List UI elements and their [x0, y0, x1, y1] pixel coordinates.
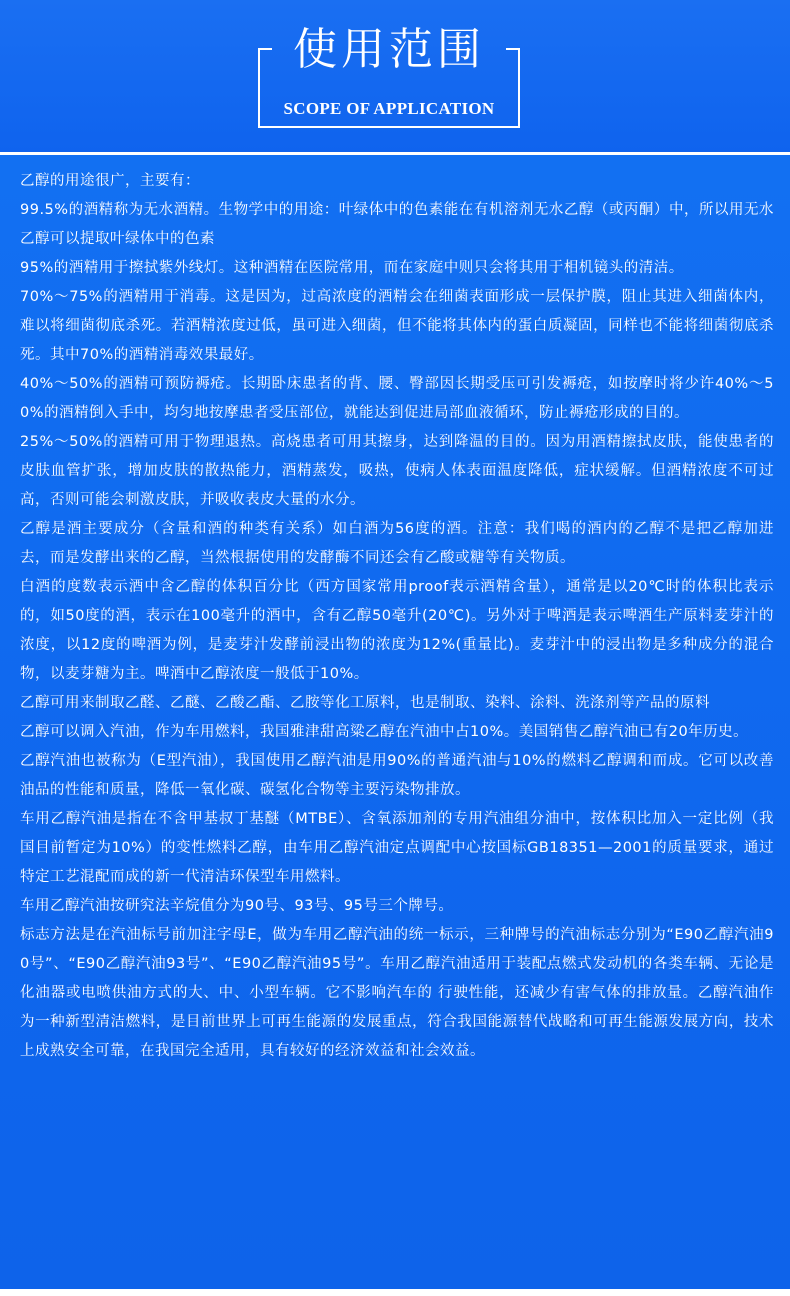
paragraph-vehicle-ethanol: 车用乙醇汽油是指在不含甲基叔丁基醚（MTBE）、含氧添加剂的专用汽油组分油中，按体积比加入一定比例（我国目前暂定为10%）的变性燃料乙醇，由车用乙醇汽油定点调配中心按国标GB18351—2001的质量要求，通过特定工艺混配而成的新一代清洁环保型车用燃料。 — [20, 811, 774, 885]
section-subtitle: SCOPE OF APPLICATION — [283, 99, 495, 118]
paragraph-95: 95%的酒精用于擦拭紫外线灯。这种酒精在医院常用，而在家庭中则只会将其用于相机镜头的清洁。 — [20, 260, 684, 276]
paragraph-intro: 乙醇的用途很广，主要有： — [20, 173, 200, 189]
paragraph-99-5: 99.5%的酒精称为无水酒精。生物学中的用途：叶绿体中的色素能在有机溶剂无水乙醇（或丙酮）中，所以用无水乙醇可以提取叶绿体中的色素 — [20, 202, 774, 247]
paragraph-labeling: 标志方法是在汽油标号前加注字母E，做为车用乙醇汽油的统一标示，三种牌号的汽油标志分别为“E90乙醇汽油90号”、“E90乙醇汽油93号”、“E90乙醇汽油95号”。车用乙醇汽油适用于装配点燃式发动机的各类车辆、无论是化油器或电喷供油方式的大、中、小型车辆。它不影响汽车的 行驶性能，还减少有害气体的排放量。乙醇汽油作为一种新型清洁燃料，是目前世界上可再生能源的发展重点，符合我国能源替代战略和可再生能源发展方向，技术上成熟安全可靠，在我国完全适用，具有较好的经济效益和社会效益。 — [20, 927, 774, 1059]
paragraph-grades: 车用乙醇汽油按研究法辛烷值分为90号、93号、95号三个牌号。 — [20, 898, 454, 914]
content-panel — [0, 155, 790, 1289]
paragraph-e-gasoline: 乙醇汽油也被称为（E型汽油），我国使用乙醇汽油是用90%的普通汽油与10%的燃料乙醇调和而成。它可以改善油品的性能和质量，降低一氧化碳、碳氢化合物等主要污染物排放。 — [20, 753, 774, 798]
paragraph-degree: 白酒的度数表示酒中含乙醇的体积百分比（西方国家常用proof表示酒精含量），通常是以20℃时的体积比表示的，如50度的酒，表示在100毫升的酒中，含有乙醇50毫升(20℃)。另外对于啤酒是表示啤酒生产原料麦芽汁的浓度，以12度的啤酒为例，是麦芽汁发酵前浸出物的浓度为12%(重量比)。麦芽汁中的浸出物是多种成分的混合物，以麦芽糖为主。啤酒中乙醇浓度一般低于10%。 — [20, 579, 774, 682]
section-title: 使用范围 — [293, 24, 485, 75]
paragraph-wine: 乙醇是酒主要成分（含量和酒的种类有关系）如白酒为56度的酒。注意：我们喝的酒内的乙醇不是把乙醇加进去，而是发酵出来的乙醇，当然根据使用的发酵酶不同还会有乙酸或糖等有关物质。 — [20, 521, 774, 566]
paragraph-fuel: 乙醇可以调入汽油，作为车用燃料，我国雅津甜高粱乙醇在汽油中占10%。美国销售乙醇汽油已有20年历史。 — [20, 724, 749, 740]
paragraph-chemical: 乙醇可用来制取乙醛、乙醚、乙酸乙酯、乙胺等化工原料，也是制取、染料、涂料、洗涤剂等产品的原料 — [20, 695, 710, 711]
paragraph-25-50: 25%～50%的酒精可用于物理退热。高烧患者可用其擦身，达到降温的目的。因为用酒精擦拭皮肤，能使患者的皮肤血管扩张，增加皮肤的散热能力，酒精蒸发，吸热，使病人体表面温度降低，症状缓解。但酒精浓度不可过高，否则可能会刺激皮肤，并吸收表皮大量的水分。 — [20, 434, 774, 508]
paragraph-40-50: 40%～50%的酒精可预防褥疮。长期卧床患者的背、腰、臀部因长期受压可引发褥疮，如按摩时将少许40%～50%的酒精倒入手中，均匀地按摩患者受压部位，就能达到促进局部血液循环，防止褥疮形成的目的。 — [20, 376, 774, 421]
section-header — [0, 0, 790, 152]
paragraph-70-75: 70%～75%的酒精用于消毒。这是因为，过高浓度的酒精会在细菌表面形成一层保护膜，阻止其进入细菌体内，难以将细菌彻底杀死。若酒精浓度过低，虽可进入细菌，但不能将其体内的蛋白质凝固，同样也不能将细菌彻底杀死。其中70%的酒精消毒效果最好。 — [20, 289, 774, 363]
